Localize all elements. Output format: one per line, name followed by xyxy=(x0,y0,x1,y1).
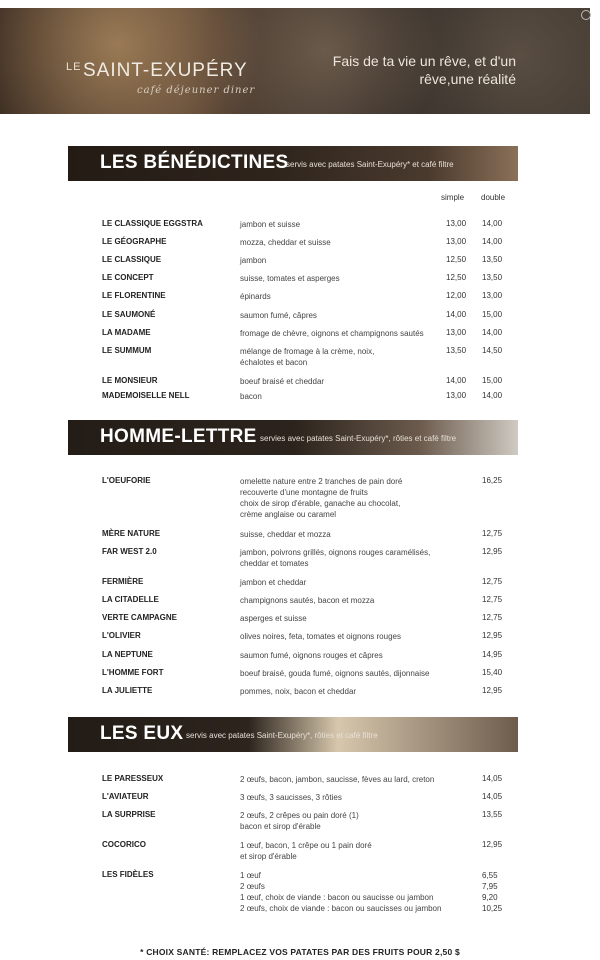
item-name: LA NEPTUNE xyxy=(102,650,153,659)
item-description: mélange de fromage à la crème, noix, échalotes et bacon xyxy=(240,347,375,367)
price-simple: 12,50 xyxy=(446,255,467,264)
tagline: Fais de ta vie un rêve, et d'un rêve,une réalité xyxy=(332,53,516,87)
price-double: 15,00 xyxy=(482,310,503,319)
price: 16,25 xyxy=(482,476,503,485)
item-name: LE SAUMONÉ xyxy=(102,310,156,319)
column-header-double: double xyxy=(481,193,506,202)
footer-note: * CHOIX SANTÉ: REMPLACEZ VOS PATATES PAR DES FRUITS POUR 2,50 $ xyxy=(140,947,460,957)
logo-name: SAINT-EXUPÉRY xyxy=(83,60,248,81)
price: 15,40 xyxy=(482,668,503,677)
item-description: 2 œufs, 2 crêpes ou pain doré (1) bacon et sirop d'érable xyxy=(240,811,359,831)
item-description: 1 œuf, bacon, 1 crêpe ou 1 pain doré et sirop d'érable xyxy=(240,841,372,861)
section-subtitle: servies avec patates Saint-Exupéry*, rôties et café filtre xyxy=(260,434,457,443)
section-title: LES BÉNÉDICTINES xyxy=(100,152,289,173)
section-title: HOMME-LETTRE xyxy=(100,426,257,447)
section-banner-benedictines xyxy=(68,146,518,181)
price: 14,05 xyxy=(482,792,503,801)
item-name: LA SURPRISE xyxy=(102,810,156,819)
price: 13,55 xyxy=(482,810,503,819)
item-name: L'AVIATEUR xyxy=(102,792,149,801)
section-banner-homme-lettre xyxy=(68,420,518,455)
item-description: pommes, noix, bacon et cheddar xyxy=(240,687,357,696)
price-simple: 14,00 xyxy=(446,310,467,319)
price-simple: 12,00 xyxy=(446,291,467,300)
logo-prefix: LE xyxy=(66,61,82,73)
price-double: 15,00 xyxy=(482,376,503,385)
price-double: 14,00 xyxy=(482,391,503,400)
price-simple: 13,00 xyxy=(446,219,467,228)
item-description: boeuf braisé, gouda fumé, oignons sautés, dijonnaise xyxy=(240,669,430,678)
price-double: 14,50 xyxy=(482,346,503,355)
section-banner-les-eux xyxy=(68,717,518,752)
item-description: jambon et suisse xyxy=(240,220,301,229)
item-name: LES FIDÈLES xyxy=(102,870,154,879)
item-name: LE PARESSEUX xyxy=(102,774,164,783)
item-description: 2 œufs, bacon, jambon, saucisse, fèves au lard, creton xyxy=(240,775,435,784)
item-name: L'OLIVIER xyxy=(102,631,141,640)
item-name: LE CONCEPT xyxy=(102,273,154,282)
section-title: LES EUX xyxy=(100,723,184,744)
price-simple: 14,00 xyxy=(446,376,467,385)
item-name: COCORICO xyxy=(102,840,146,849)
price-simple: 12,50 xyxy=(446,273,467,282)
item-name: VERTE CAMPAGNE xyxy=(102,613,177,622)
item-name: LE SUMMUM xyxy=(102,346,152,355)
price-simple: 13,00 xyxy=(446,391,467,400)
item-description: omelette nature entre 2 tranches de pain doré recouverte d'une montagne de fruits choix de sirop d'érable, ganache au chocolat, crème anglaise ou caramel xyxy=(240,477,403,519)
item-description: asperges et suisse xyxy=(240,614,307,623)
item-description: jambon, poivrons grillés, oignons rouges caramélisés, cheddar et tomates xyxy=(240,548,431,568)
item-description: suisse, cheddar et mozza xyxy=(240,530,331,539)
logo-subtitle: café déjeuner diner xyxy=(137,85,256,96)
item-description: 3 œufs, 3 saucisses, 3 rôties xyxy=(240,793,342,802)
hero-banner xyxy=(0,8,590,114)
price: 12,95 xyxy=(482,840,503,849)
price: 12,75 xyxy=(482,529,503,538)
item-name: LA CITADELLE xyxy=(102,595,159,604)
item-description: épinards xyxy=(240,292,271,301)
item-description: saumon fumé, câpres xyxy=(240,311,317,320)
corner-mark-icon xyxy=(581,10,591,20)
item-name: FAR WEST 2.0 xyxy=(102,547,157,556)
price: 12,95 xyxy=(482,547,503,556)
price: 12,75 xyxy=(482,595,503,604)
item-name: LE MONSIEUR xyxy=(102,376,158,385)
item-name: LE CLASSIQUE EGGSTRA xyxy=(102,219,203,228)
price-simple: 13,00 xyxy=(446,328,467,337)
column-header-simple: simple xyxy=(441,193,465,202)
item-name: LE CLASSIQUE xyxy=(102,255,162,264)
item-description: 1 œuf 2 œufs 1 œuf, choix de viande : bacon ou saucisse ou jambon 2 œufs, choix de viande : bacon ou saucisses ou jambon xyxy=(240,871,442,913)
price-double: 13,50 xyxy=(482,255,503,264)
item-description: saumon fumé, oignons rouges et câpres xyxy=(240,651,383,660)
item-description: fromage de chèvre, oignons et champignons sautés xyxy=(240,329,424,338)
price-double: 13,50 xyxy=(482,273,503,282)
item-description: bacon xyxy=(240,392,262,401)
item-name: FERMIÈRE xyxy=(102,577,144,586)
price: 12,95 xyxy=(482,686,503,695)
item-name: MADEMOISELLE NELL xyxy=(102,391,190,400)
item-description: boeuf braisé et cheddar xyxy=(240,377,325,386)
item-name: LE FLORENTINE xyxy=(102,291,166,300)
item-name: LA MADAME xyxy=(102,328,151,337)
price-simple: 13,00 xyxy=(446,237,467,246)
item-description: mozza, cheddar et suisse xyxy=(240,238,331,247)
price-double: 14,00 xyxy=(482,219,503,228)
price-double: 14,00 xyxy=(482,237,503,246)
item-name: LE GÉOGRAPHE xyxy=(102,237,167,246)
item-description: suisse, tomates et asperges xyxy=(240,274,340,283)
section-subtitle: servis avec patates Saint-Exupéry*, rôties et café filtre xyxy=(186,731,378,740)
item-description: champignons sautés, bacon et mozza xyxy=(240,596,375,605)
price: 12,75 xyxy=(482,613,503,622)
item-description: olives noires, feta, tomates et oignons rouges xyxy=(240,632,401,641)
item-name: LA JULIETTE xyxy=(102,686,153,695)
price-simple: 13,50 xyxy=(446,346,467,355)
price: 6,55 7,95 9,20 10,25 xyxy=(482,871,503,913)
price: 14,05 xyxy=(482,774,503,783)
price: 14,95 xyxy=(482,650,503,659)
item-name: L'OEUFORIE xyxy=(102,476,151,485)
price: 12,95 xyxy=(482,631,503,640)
section-subtitle: servis avec patates Saint-Exupéry* et café filtre xyxy=(286,160,454,169)
price-double: 14,00 xyxy=(482,328,503,337)
item-description: jambon xyxy=(240,256,267,265)
price-double: 13,00 xyxy=(482,291,503,300)
item-description: jambon et cheddar xyxy=(240,578,307,587)
item-name: L'HOMME FORT xyxy=(102,668,164,677)
item-name: MÈRE NATURE xyxy=(102,529,161,538)
price: 12,75 xyxy=(482,577,503,586)
